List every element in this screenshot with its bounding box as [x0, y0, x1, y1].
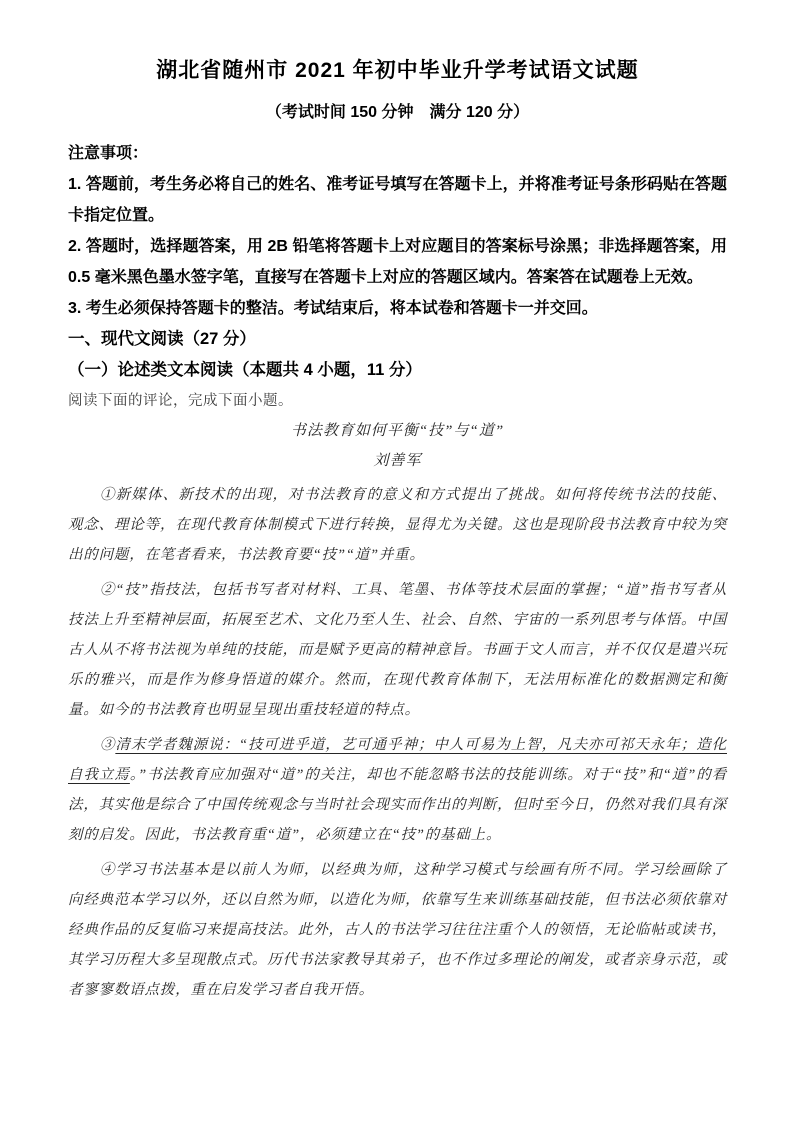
- notice-item-2: 2. 答题时，选择题答案，用 2B 铅笔将答题卡上对应题目的答案标号涂黑；非选择题答案，用 0.5 毫米黑色墨水签字笔，直接写在答题卡上对应的答题区域内。答案答在试题卷上无效。: [68, 238, 727, 286]
- paragraph-3-underlined-quote: 清末学者魏源说：“技可进乎道，艺可通乎神；中人可易为上智，凡夫亦可祁天永年；造化自我立焉: [68, 737, 727, 783]
- paragraph-3-marker: ③: [99, 737, 116, 753]
- paragraph-3-rest: 。”书法教育应加强对“道”的关注，却也不能忽略书法的技能训练。对于“技”和“道”的看法，其实他是综合了中国传统观念与当时社会现实而作出的判断，但时至今日，仍然对我们具有深刻的启发。因此，书法教育重“道”，必须建立在“技”的基础上。: [68, 767, 728, 843]
- subsection-heading-expository-reading: （一）论述类文本阅读（本题共 4 小题，11 分）: [68, 361, 422, 379]
- essay-paragraph-1: ①新媒体、新技术的出现，对书法教育的意义和方式提出了挑战。如何将传统书法的技能、观念、理论等，在现代教育体制模式下进行转换，显得尤为关键。这也是现阶段书法教育中较为突出的问题，在笔者看来，书法教育要“技”“道”并重。: [68, 487, 727, 563]
- notice-heading: 注意事项：: [68, 145, 149, 162]
- notice-item-1: 1. 答题前，考生务必将自己的姓名、准考证号填写在答题卡上，并将准考证号条形码贴在答题卡指定位置。: [68, 176, 727, 224]
- essay-paragraph-4: ④学习书法基本是以前人为师，以经典为师，这种学习模式与绘画有所不同。学习绘画除了向经典范本学习以外，还以自然为师，以造化为师，依靠写生来训练基础技能，但书法必须依靠对经典作品的反复临习来提高技法。此外，古人的书法学习往往注重个人的领悟，无论临帖或读书，其学习历程大多呈现散点式。历代书法家教导其弟子，也不作过多理论的阐发，或者亲身示范，或者寥寥数语点拨，重在启发学习者自我开悟。: [68, 862, 727, 998]
- exam-time-score: （考试时间 150 分钟 满分 120 分）: [265, 104, 530, 121]
- essay-title: 书法教育如何平衡“技”与“道”: [290, 423, 505, 439]
- essay-paragraph-2: ②“技”指技法，包括书写者对材料、工具、笔墨、书体等技术层面的掌握；“道”指书写者从技法上升至精神层面，拓展至艺术、文化乃至人生、社会、自然、宇宙的一系列思考与体悟。中国古人从不将书法视为单纯的技能，而是赋予更高的精神意旨。书画于文人而言，并不仅仅是遣兴玩乐的雅兴，而是作为修身悟道的媒介。然而，在现代教育体制下，无法用标准化的数据测定和衡量。如今的书法教育也明显呈现出重技轻道的特点。: [68, 582, 727, 718]
- essay-paragraph-3: [68, 730, 727, 850]
- essay-author: 刘善军: [373, 453, 422, 469]
- section-heading-modern-reading: 一、现代文阅读（27 分）: [68, 330, 256, 348]
- page-title: 湖北省随州市 2021 年初中毕业升学考试语文试题: [156, 59, 639, 82]
- reading-instruction: 阅读下面的评论，完成下面小题。: [68, 393, 293, 409]
- notice-item-3: 3. 考生必须保持答题卡的整洁。考试结束后，将本试卷和答题卡一并交回。: [68, 300, 598, 317]
